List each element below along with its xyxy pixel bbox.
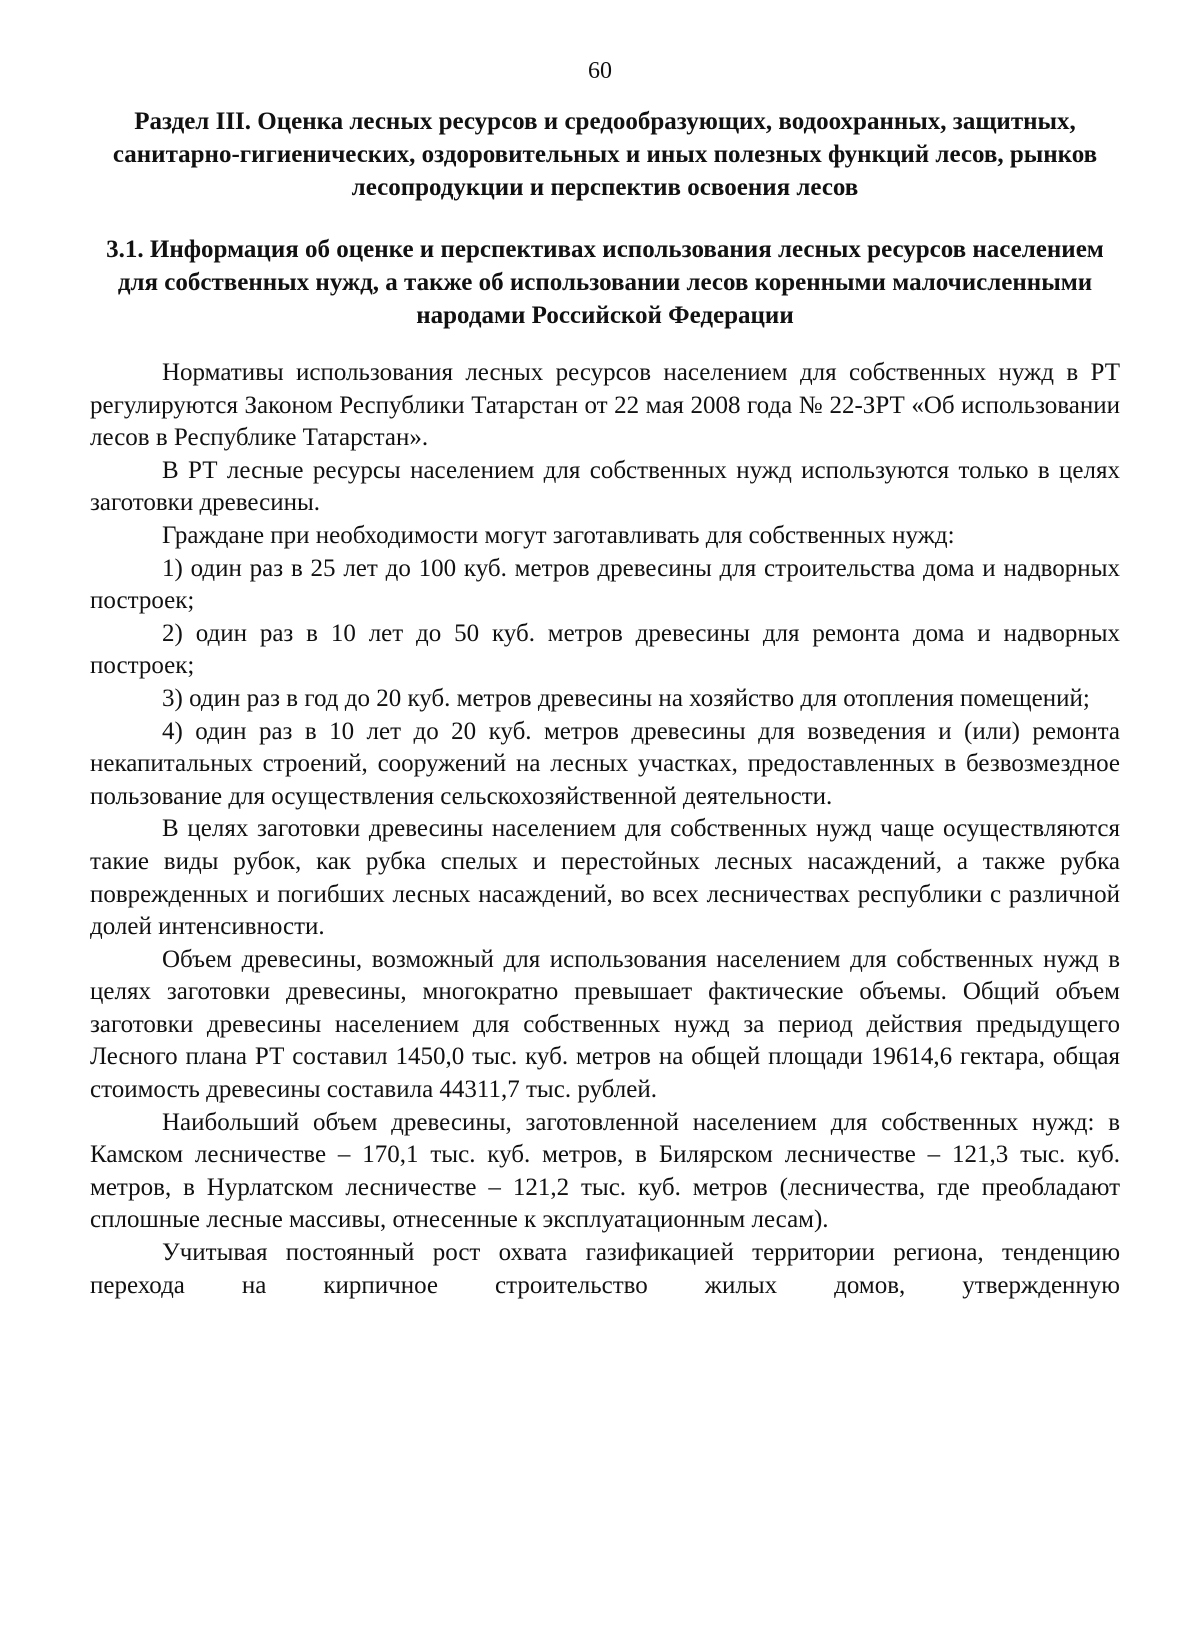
paragraph-gasification: Учитывая постоянный рост охвата газификацией территории региона, тенденцию перехода на кирпичное строительство жилых домов, утвержденную [90, 1239, 1120, 1299]
subsection-heading: 3.1. Информация об оценке и перспективах использования лесных ресурсов населением для собственных нужд, а также об использовании лесов коренными малочисленными народами Российской Федерации [106, 236, 1104, 329]
list-item-1: 1) один раз в 25 лет до 100 куб. метров древесины для строительства дома и надворных построек; [90, 554, 1120, 615]
paragraph-norms: Нормативы использования лесных ресурсов населением для собственных нужд в РТ регулируются Законом Республики Татарстан от 22 мая 2008 года № 22-ЗРТ «Об использовании лесов в Республике Татарстан». [90, 359, 1120, 452]
list-item-3: 3) один раз в год до 20 куб. метров древесины на хозяйство для отопления помещений; [162, 684, 1090, 712]
paragraph-usage: В РТ лесные ресурсы населением для собственных нужд используются только в целях заготовки древесины. [90, 456, 1120, 517]
page-number: 60 [588, 58, 612, 84]
list-item-4: 4) один раз в 10 лет до 20 куб. метров древесины для возведения и (или) ремонта некапитальных строений, сооружений на лесных участках, предоставленных в безвозмездное пользование для осуществления сельскохозяйственной деятельности. [90, 717, 1120, 810]
body-text [90, 357, 1120, 1302]
section-heading: Раздел III. Оценка лесных ресурсов и средообразующих, водоохранных, защитных, санитарно-гигиенических, оздоровительных и иных полезных функций лесов, рынков лесопродукции и перспектив освоения лесов [112, 108, 1098, 201]
paragraph-citizens-intro: Граждане при необходимости могут заготавливать для собственных нужд: [162, 521, 955, 549]
paragraph-felling-types: В целях заготовки древесины населением для собственных нужд чаще осуществляются такие виды рубок, как рубка спелых и перестойных лесных насаждений, а также рубка поврежденных и погибших лесных насаждений, во всех лесничествах республики с различной долей интенсивности. [90, 815, 1120, 941]
list-item-2: 2) один раз в 10 лет до 50 куб. метров древесины для ремонта дома и надворных построек; [90, 619, 1120, 680]
paragraph-volume-total: Объем древесины, возможный для использования населением для собственных нужд в целях заготовки древесины, многократно превышает фактические объемы. Общий объем заготовки древесины населением для собственных нужд за период действия предыдущего Лесного плана РТ составил 1450,0 тыс. куб. метров на общей площади 19614,6 гектара, общая стоимость древесины составила 44311,7 тыс. рублей. [90, 945, 1120, 1104]
paragraph-largest-volume: Наибольший объем древесины, заготовленной населением для собственных нужд: в Камском лесничестве – 170,1 тыс. куб. метров, в Билярском лесничестве – 121,3 тыс. куб. метров, в Нурлатском лесничестве – 121,2 тыс. куб. метров (лесничества, где преобладают сплошные лесные массивы, отнесенные к эксплуатационным лесам). [90, 1108, 1120, 1234]
